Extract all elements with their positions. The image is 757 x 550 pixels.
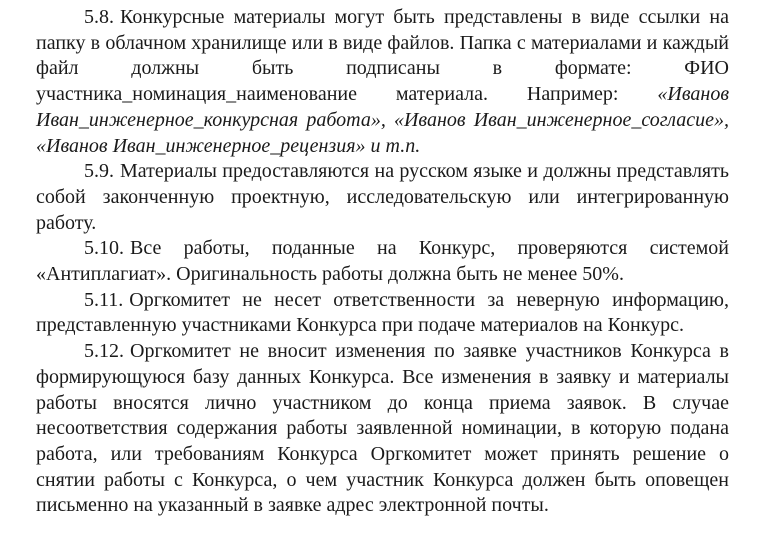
paragraph-text: Оргкомитет не вносит изменения по заявке участников Конкурса в формирующуюся базу данных Конкурса. Все изменения в заявку и материалы работы вносятся лично участником до конца приема заявок. В случае несоответствия содержания работы заявленной номинации, в которую подана работа, или требованиям Конкурса Оргкомитет может принять решение о снятии работы с Конкурса, о чем участник Конкурса должен быть оповещен письменно на указанный в заявке адрес электронной почты. [36,340,729,517]
paragraph-number: 5.12. [84,340,124,363]
paragraph-text: Конкурсные материалы могут быть представлены в виде ссылки на папку в облачном хранилище или в виде файлов. Папка с материалами и каждый файл должны быть подписаны в формате: ФИО участника_номинация_наименование материала. Например: [36,6,729,106]
paragraph-number: 5.8. [84,6,114,28]
paragraph-text: Все работы, поданные на Конкурс, проверяются системой «Антиплагиат». Оригинальность работы должна быть не менее 50%. [36,237,729,286]
paragraph-5-9 [36,159,729,236]
paragraph-number: 5.9. [84,160,114,183]
paragraph-5-10 [36,236,729,287]
paragraph-5-11 [36,288,729,339]
paragraph-number: 5.11. [84,288,124,311]
paragraph-text: Материалы предоставляются на русском языке и должны представлять собой законченную проектную, исследовательскую или интегрированную работу. [36,160,729,234]
paragraph-number: 5.10. [84,237,124,260]
filename-examples: «Иванов Иван_инженерное_конкурсная работа», «Иванов Иван_инженерное_согласие», «Иванов Иван_инженерное_рецензия» и т.п. [36,83,729,157]
paragraph-text: Оргкомитет не несет ответственности за неверную информацию, представленную участниками Конкурса при подаче материалов на Конкурс. [36,288,729,337]
paragraph-5-12 [36,339,729,519]
paragraph-5-8 [36,5,729,159]
